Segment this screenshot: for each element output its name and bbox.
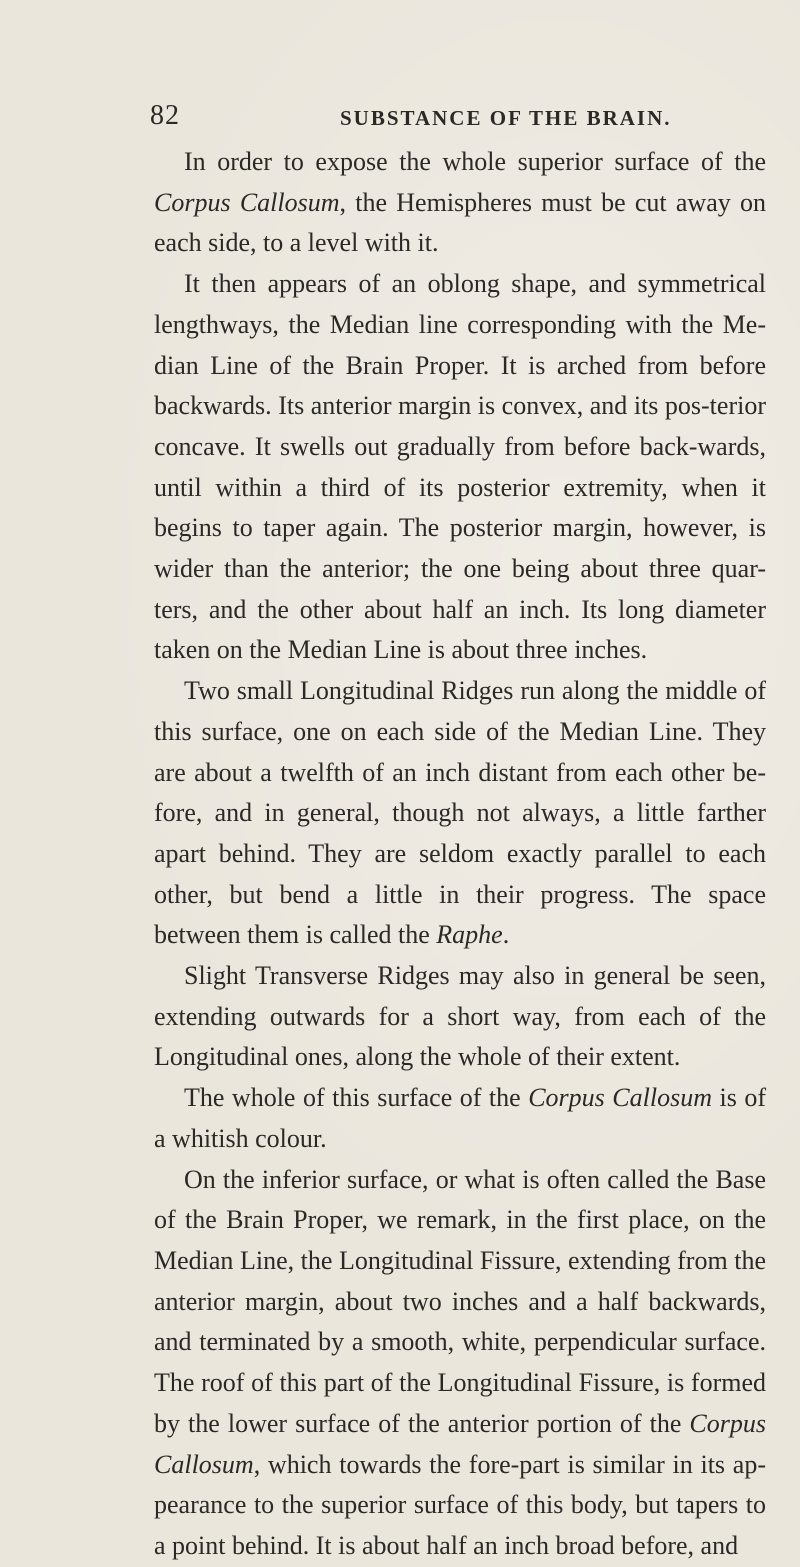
paragraph	[154, 142, 766, 264]
page-number: 82	[150, 100, 180, 131]
text-run: The whole of this surface of the	[184, 1083, 529, 1113]
text-run: .	[502, 920, 510, 950]
text-run: , the Hemispheres must be cut away on each side, to a level with it.	[154, 187, 766, 258]
text-run: It then appears of an oblong shape, and symmetrical lengthways, the Median line corresponding with the Me-dian Line of the Brain Proper. It is arched from before backwards. Its anterior margin is convex, and its pos-terior concave. It swells out gradually from before back-wards, until within a third of its posterior extremity, when it begins to taper again. The posterior margin, however, is wider than the anterior; the one being about three quar-ters, and the other about half an inch. Its long diameter taken on the Median Line is about three inches.	[154, 269, 766, 665]
paragraph	[154, 1078, 766, 1159]
text-run: In order to expose the whole superior surface of the	[184, 147, 766, 176]
paragraph	[154, 671, 766, 956]
italic-term: Raphe	[436, 920, 503, 950]
page-header	[150, 100, 770, 140]
text-run: is of a whitish colour.	[154, 1083, 767, 1153]
text-run: , which towards the fore-part is similar in its ap-pearance to the superior surface of this body, but tapers to a point behind. It is about half an inch broad before, and	[154, 1449, 766, 1560]
paragraph	[154, 1160, 766, 1567]
italic-term: Corpus Callosum	[154, 1408, 766, 1479]
paragraph	[154, 956, 766, 1078]
text-run: On the inferior surface, or what is often called the Base of the Brain Proper, we remark, in the first place, on the Median Line, the Longitudinal Fissure, extending from the anterior margin, about two inches and a half backwards, and terminated by a smooth, white, perpendicular surface. The roof of this part of the Longitudinal Fissure, is formed by the lower surface of the anterior portion of the	[154, 1164, 766, 1438]
italic-term: Corpus Callosum	[528, 1083, 712, 1113]
paragraph	[154, 264, 766, 671]
body-text	[154, 142, 766, 1567]
text-run: Slight Transverse Ridges may also in general be seen, extending outwards for a short way, from each of the Longitudinal ones, along the whole of their extent.	[154, 961, 766, 1072]
italic-term: Corpus Callosum	[154, 187, 340, 217]
text-run: Two small Longitudinal Ridges run along the middle of this surface, one on each side of the Median Line. They are about a twelfth of an inch distant from each other be-fore, and in general, though not always, a little farther apart behind. They are seldom exactly parallel to each other, but bend a little in their progress. The space between them is called the	[154, 676, 766, 950]
running-head: SUBSTANCE OF THE BRAIN.	[340, 106, 672, 130]
